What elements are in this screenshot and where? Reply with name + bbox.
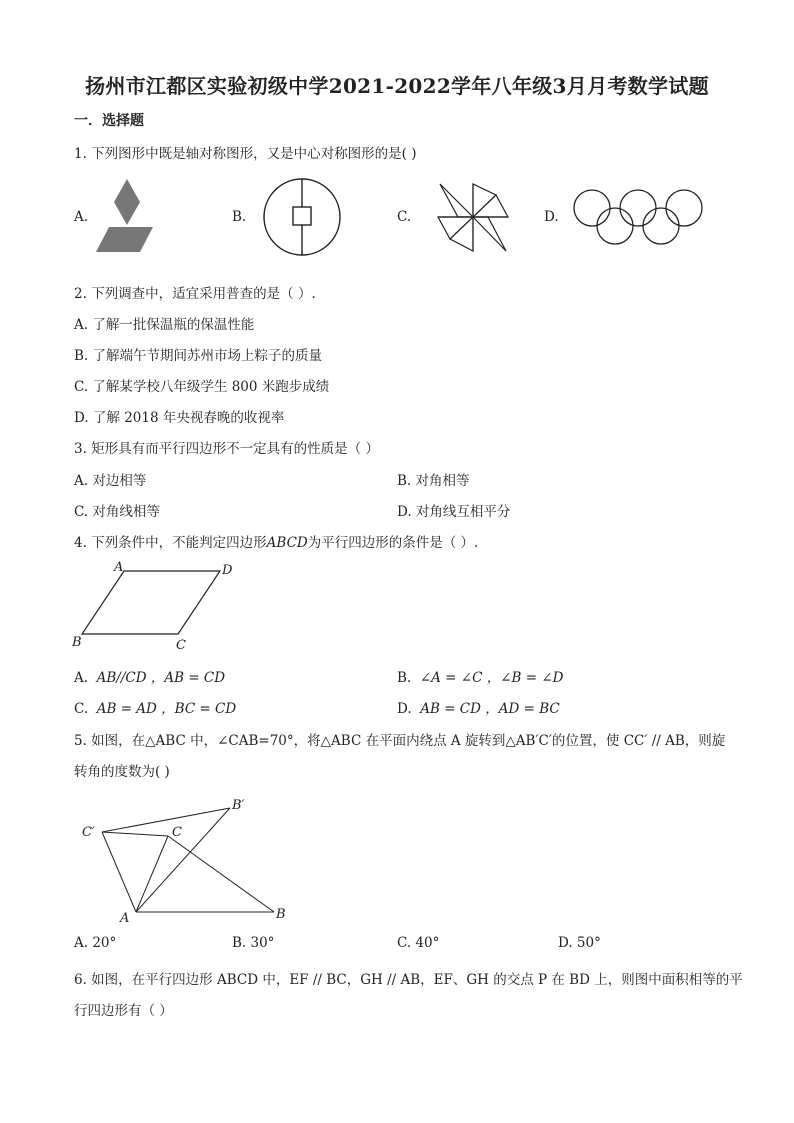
q4-option-d-math: AB = CD ，AD = BC (420, 701, 560, 717)
q5-label-c-prime: C′ (82, 825, 95, 840)
q4-stem (74, 531, 478, 551)
q1-figure-d-olympic-rings-icon (572, 188, 708, 248)
q5-label-c: C (172, 825, 182, 840)
q6-stem-line1: 6. 如图，在平行四边形 ABCD 中，EF // BC，GH // AB，EF、GH 的交点 P 在 BD 上，则图中面积相等的平 (74, 972, 743, 988)
q4-label-a: A (114, 560, 124, 575)
section-heading: 一．选择题 (74, 113, 144, 129)
q2-stem: 2. 下列调查中，适宜采用普查的是（ ）. (74, 286, 316, 302)
q3-option-d: D. 对角线互相平分 (397, 504, 511, 520)
q4-option-a-math: AB//CD ，AB = CD (96, 670, 226, 686)
q3-option-c: C. 对角线相等 (74, 504, 160, 520)
q5-option-c: C. 40° (397, 935, 440, 951)
q5-option-a: A. 20° (74, 935, 117, 951)
q2-option-b: B. 了解端午节期间苏州市场上粽子的质量 (74, 348, 323, 364)
q5-option-b: B. 30° (232, 935, 275, 951)
q6-stem-line2: 行四边形有（ ） (74, 1003, 173, 1019)
q1-label-c: C. (397, 209, 412, 225)
q1-stem: 1. 下列图形中既是轴对称图形，又是中心对称图形的是( ) (74, 146, 417, 162)
q4-stem-part1: 4. 下列条件中，不能判定四边形 (74, 535, 267, 551)
q4-option-b-math: ∠A = ∠C ，∠B = ∠D (419, 670, 564, 686)
q5-rotation-figure (78, 792, 298, 932)
q1-label-b: B. (232, 209, 247, 225)
q1-label-d: D. (544, 209, 559, 225)
q2-option-d: D. 了解 2018 年央视春晚的收视率 (74, 410, 285, 426)
q5-stem-line2: 转角的度数为( ) (74, 764, 170, 780)
q4-option-c-math: AB = AD ，BC = CD (96, 701, 237, 717)
q1-label-a: A. (74, 209, 89, 225)
q4-stem-var: ABCD (266, 535, 308, 551)
q5-option-d: D. 50° (558, 935, 601, 951)
q4-option-d (397, 697, 560, 717)
q5-label-a: A (120, 911, 130, 926)
q4-option-c (74, 697, 236, 717)
q5-label-b-prime: B′ (232, 798, 245, 813)
q4-stem-part2: 为平行四边形的条件是（ ）. (307, 535, 479, 551)
q2-option-a: A. 了解一批保温瓶的保温性能 (74, 317, 255, 333)
q2-option-c: C. 了解某学校八年级学生 800 米跑步成绩 (74, 379, 330, 395)
q4-label-b: B (72, 635, 82, 650)
q5-stem-line1: 5. 如图，在△ABC 中，∠CAB=70°，将△ABC 在平面内绕点 A 旋转到△AB′C′的位置，使 CC′ // AB，则旋 (74, 733, 726, 749)
q4-parallelogram-figure (70, 560, 245, 655)
q4-option-c-letter: C. (74, 701, 89, 717)
q4-label-d: D (222, 563, 233, 578)
q4-label-c: C (176, 638, 186, 653)
q1-figure-c-pinwheel-icon (436, 181, 510, 253)
q4-option-b (397, 666, 563, 686)
q1-figure-b-coin-icon (262, 177, 342, 257)
q3-stem: 3. 矩形具有而平行四边形不一定具有的性质是（ ） (74, 441, 379, 457)
q3-option-b: B. 对角相等 (397, 473, 470, 489)
page-title: 扬州市江都区实验初级中学2021-2022学年八年级3月月考数学试题 (85, 74, 709, 98)
q3-option-a: A. 对边相等 (74, 473, 147, 489)
q4-option-a-letter: A. (74, 670, 89, 686)
q4-option-a (74, 666, 225, 686)
q5-label-b: B (276, 907, 286, 922)
q1-figure-a-mitsubishi-icon (95, 178, 159, 256)
q4-option-d-letter: D. (397, 701, 412, 717)
q4-option-b-letter: B. (397, 670, 412, 686)
